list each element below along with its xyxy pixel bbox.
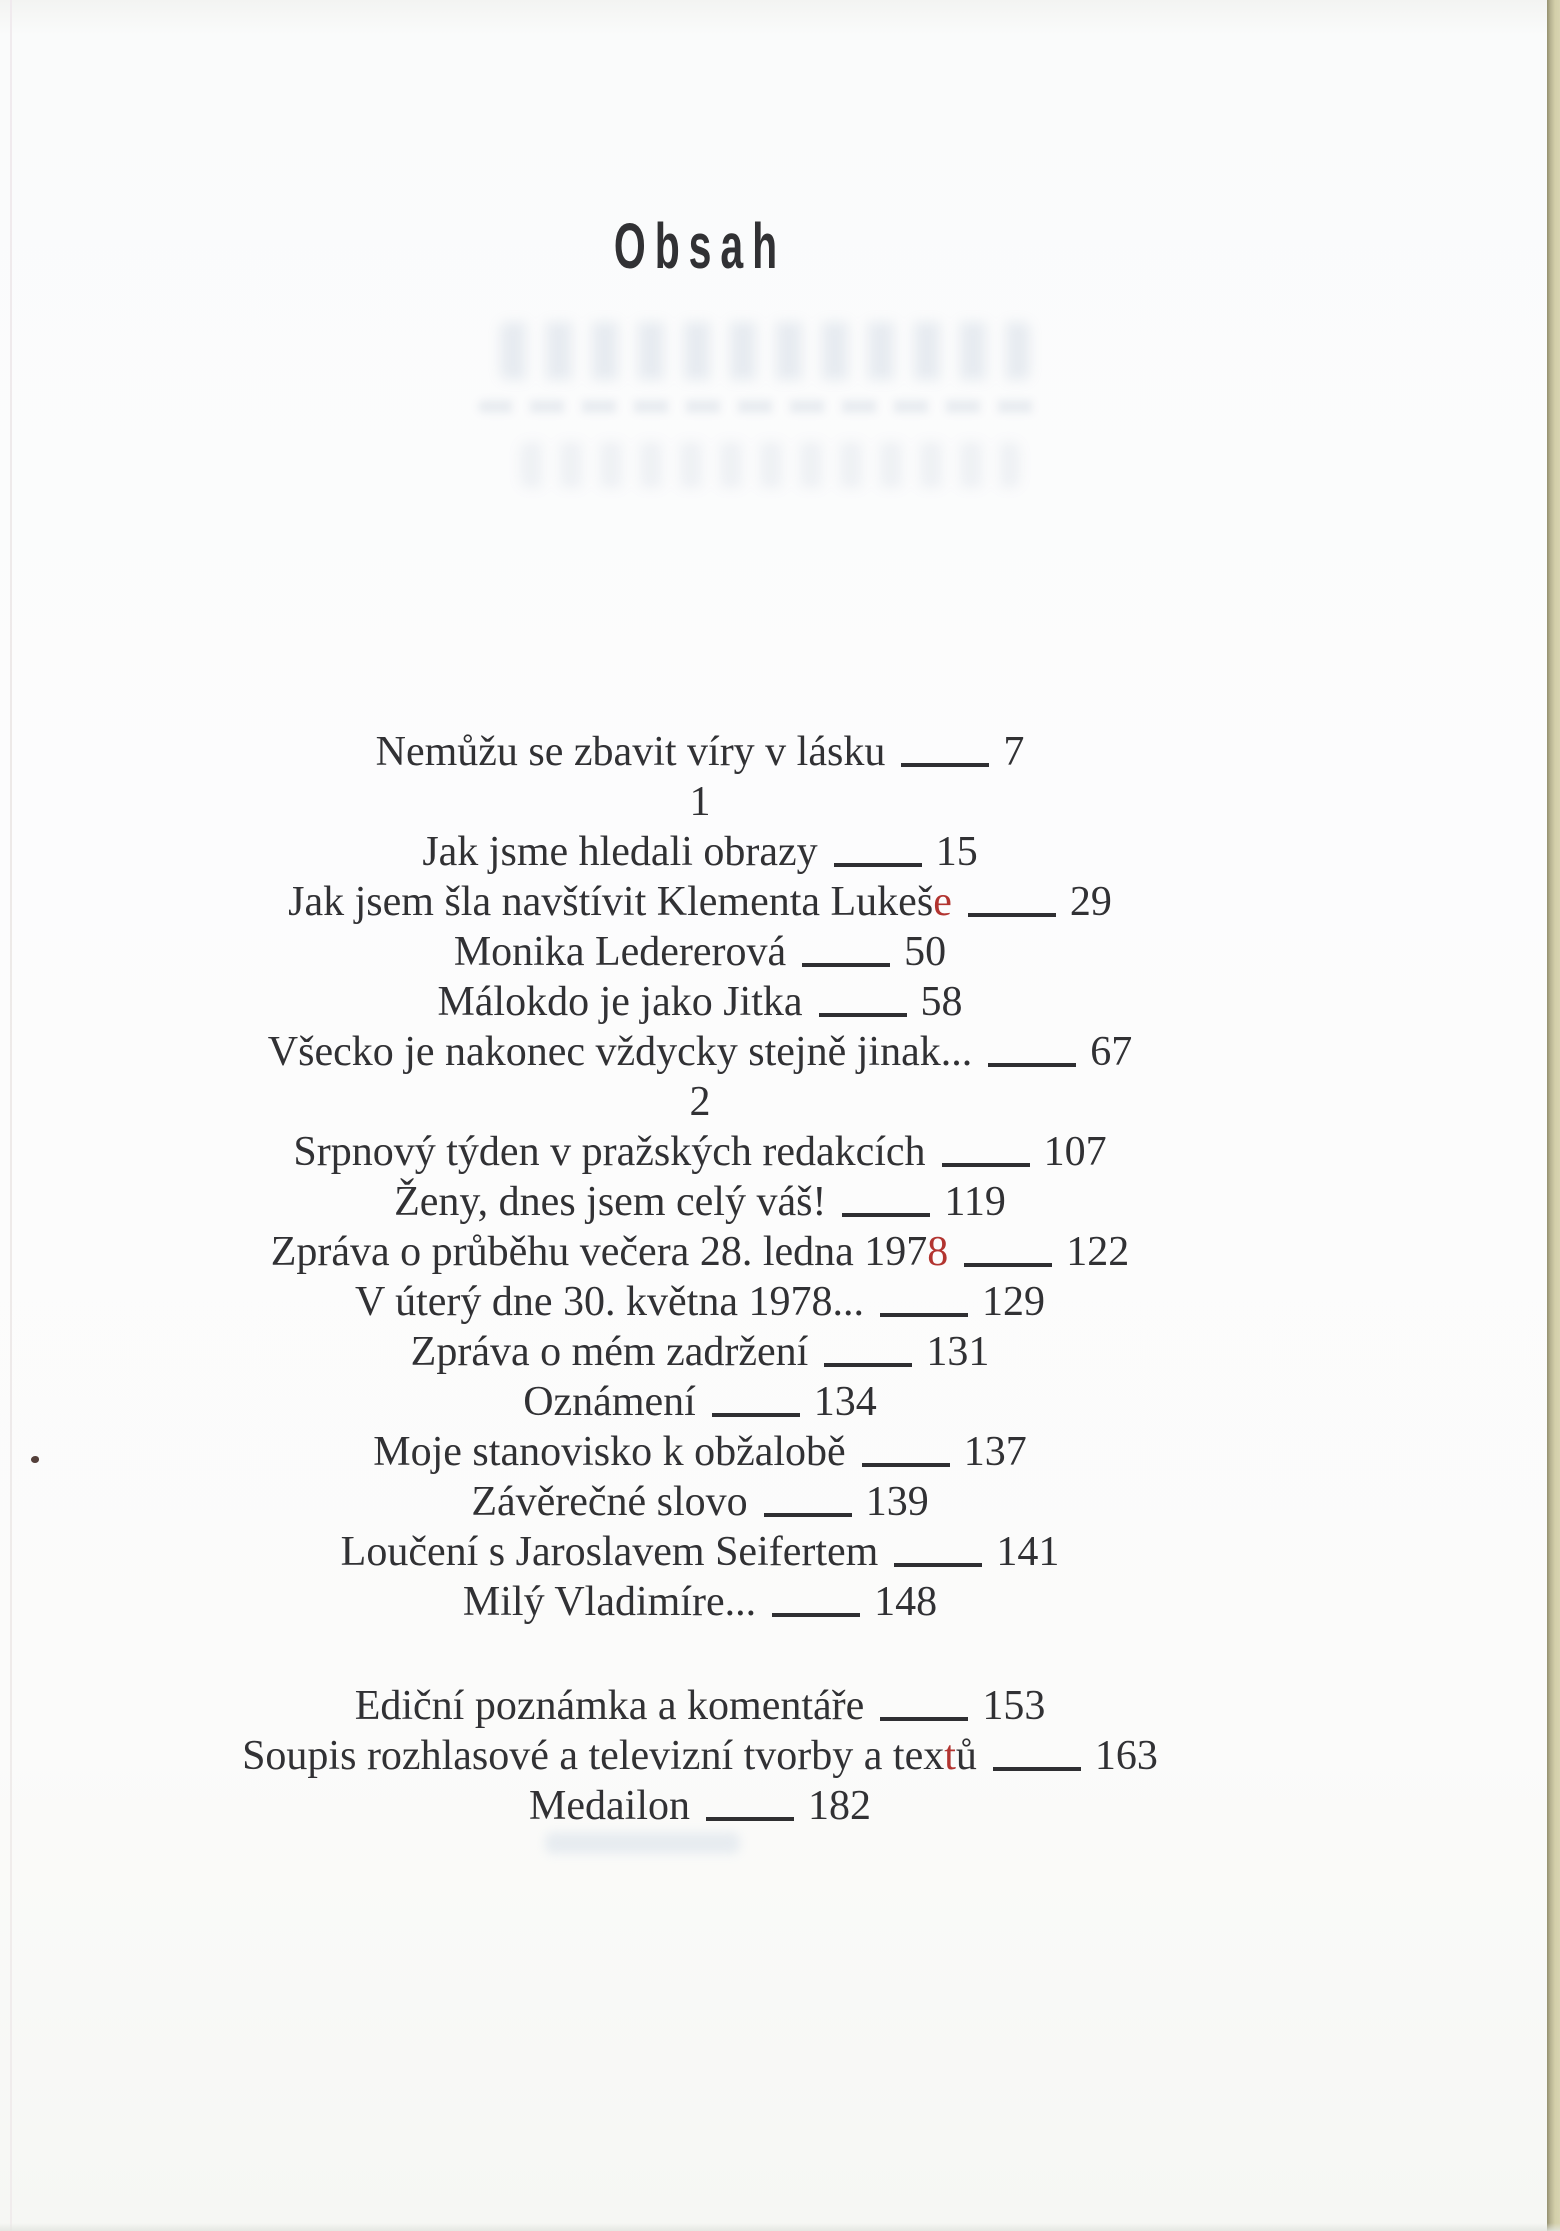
leader-line [842, 1213, 930, 1217]
entry-title [394, 1179, 826, 1225]
toc-entry [0, 1177, 1400, 1227]
entry-title-text: Jak jsem šla navštívit Klementa Lukeš [288, 879, 934, 925]
red-tinted-glyph: t [944, 1733, 956, 1779]
leader-line [824, 1363, 912, 1367]
toc-list [0, 727, 1400, 1831]
page-number: 163 [1094, 1733, 1158, 1779]
entry-title-text: Srpnový týden v pražských redakcích [293, 1129, 926, 1175]
entry-title [355, 1279, 864, 1325]
entry-title [355, 1683, 865, 1729]
entry-title [437, 979, 802, 1025]
leader-line [862, 1463, 950, 1467]
entry-title [454, 929, 786, 975]
toc-entry [0, 1781, 1400, 1831]
page-number: 67 [1090, 1029, 1133, 1075]
entry-title [242, 1733, 977, 1779]
leader-line [901, 763, 989, 767]
page-number: 131 [926, 1329, 990, 1375]
leader-line [772, 1613, 860, 1617]
entry-title [288, 879, 952, 925]
page-number: 139 [865, 1479, 929, 1525]
page-number: 58 [920, 979, 963, 1025]
page-number: 15 [935, 829, 978, 875]
entry-title-text: ů [955, 1733, 977, 1779]
red-tinted-glyph: 8 [927, 1229, 949, 1275]
entry-title [463, 1579, 756, 1625]
entry-title [268, 1029, 972, 1075]
page-number: 129 [981, 1279, 1045, 1325]
entry-title [422, 829, 817, 875]
leader-line [712, 1413, 800, 1417]
entry-title-text: Jak jsme hledali obrazy [422, 829, 818, 875]
entry-title-text: Monika Ledererová [453, 929, 787, 975]
entry-title [523, 1379, 696, 1425]
entry-title [341, 1529, 879, 1575]
toc-entry [0, 1427, 1400, 1477]
entry-title-text: Zpráva o průběhu večera 28. ledna 197 [270, 1229, 928, 1275]
entry-title [529, 1783, 690, 1829]
leader-line [993, 1767, 1081, 1771]
toc-entry [0, 1527, 1400, 1577]
toc-entry [0, 1027, 1400, 1077]
page-number: 50 [904, 929, 947, 975]
toc-entry [0, 1377, 1400, 1427]
scanner-edge-line [10, 0, 12, 2231]
toc-entry [0, 927, 1400, 977]
toc-section-divider [0, 1077, 1400, 1127]
entry-title-text: Ženy, dnes jsem celý váš! [394, 1179, 827, 1225]
leader-line [880, 1717, 968, 1721]
leader-line [834, 863, 922, 867]
entry-title [293, 1129, 925, 1175]
entry-title-text: Loučení s Jaroslavem Seifertem [340, 1529, 879, 1575]
entry-title [373, 1429, 845, 1475]
show-through-text-ghost [520, 442, 1020, 488]
show-through-smudge [545, 1832, 740, 1854]
entry-title-text: Málokdo je jako Jitka [437, 979, 803, 1025]
toc-section-divider [0, 777, 1400, 827]
page-number: 148 [874, 1579, 938, 1625]
show-through-text-ghost [478, 400, 1048, 413]
leader-line [968, 913, 1056, 917]
toc-entry [0, 1681, 1400, 1731]
leader-line [942, 1163, 1030, 1167]
entry-title-text: Milý Vladimíre... [462, 1579, 757, 1625]
entry-title-text: Oznámení [523, 1379, 696, 1425]
toc-entry [0, 1227, 1400, 1277]
toc-entry [0, 727, 1400, 777]
section-number: 1 [689, 779, 711, 825]
entry-title-text: Ediční poznámka a komentáře [354, 1683, 865, 1729]
entry-title [376, 729, 886, 775]
entry-title-text: Medailon [529, 1783, 690, 1829]
page-number: 134 [813, 1379, 877, 1425]
entry-title [271, 1229, 949, 1275]
leader-line [706, 1817, 794, 1821]
page-number: 29 [1069, 879, 1112, 925]
leader-line [802, 963, 890, 967]
toc-entry [0, 1577, 1400, 1627]
section-number: 2 [689, 1079, 711, 1125]
entry-title-text: V úterý dne 30. května 1978... [355, 1279, 864, 1325]
leader-line [764, 1513, 852, 1517]
page-number: 182 [807, 1783, 871, 1829]
book-page-edge [1547, 0, 1560, 2231]
toc-entry [0, 827, 1400, 877]
page-number: 7 [1003, 729, 1025, 775]
toc-entry [0, 1327, 1400, 1377]
entry-title-text: Soupis rozhlasové a televizní tvorby a tex [242, 1733, 945, 1779]
page-number: 122 [1066, 1229, 1130, 1275]
toc-entry [0, 1731, 1400, 1781]
toc-entry [0, 1277, 1400, 1327]
red-tinted-glyph: e [933, 879, 952, 925]
leader-line [819, 1013, 907, 1017]
entry-title-text: Závěrečné slovo [471, 1479, 748, 1525]
page-number: 153 [982, 1683, 1046, 1729]
page-title: Obsah [613, 210, 787, 282]
toc-entry [0, 1477, 1400, 1527]
page-number: 107 [1043, 1129, 1107, 1175]
toc-entry [0, 1127, 1400, 1177]
entry-title-text: Zpráva o mém zadržení [410, 1329, 809, 1375]
ink-speck [31, 1456, 39, 1463]
page-number: 141 [996, 1529, 1060, 1575]
leader-line [988, 1063, 1076, 1067]
entry-title [411, 1329, 809, 1375]
leader-line [964, 1263, 1052, 1267]
page-number: 137 [963, 1429, 1027, 1475]
entry-title-text: Moje stanovisko k obžalobě [373, 1429, 846, 1475]
show-through-text-ghost [500, 322, 1030, 380]
leader-line [894, 1563, 982, 1567]
toc-entry [0, 877, 1400, 927]
entry-title [471, 1479, 747, 1525]
entry-title-text: Nemůžu se zbavit víry v lásku [375, 729, 886, 775]
page-number: 119 [944, 1179, 1006, 1225]
leader-line [880, 1313, 968, 1317]
toc-entry [0, 977, 1400, 1027]
entry-title-text: Všecko je nakonec vždycky stejně jinak... [267, 1029, 973, 1075]
scanner-bottom-edge [0, 2223, 1560, 2231]
